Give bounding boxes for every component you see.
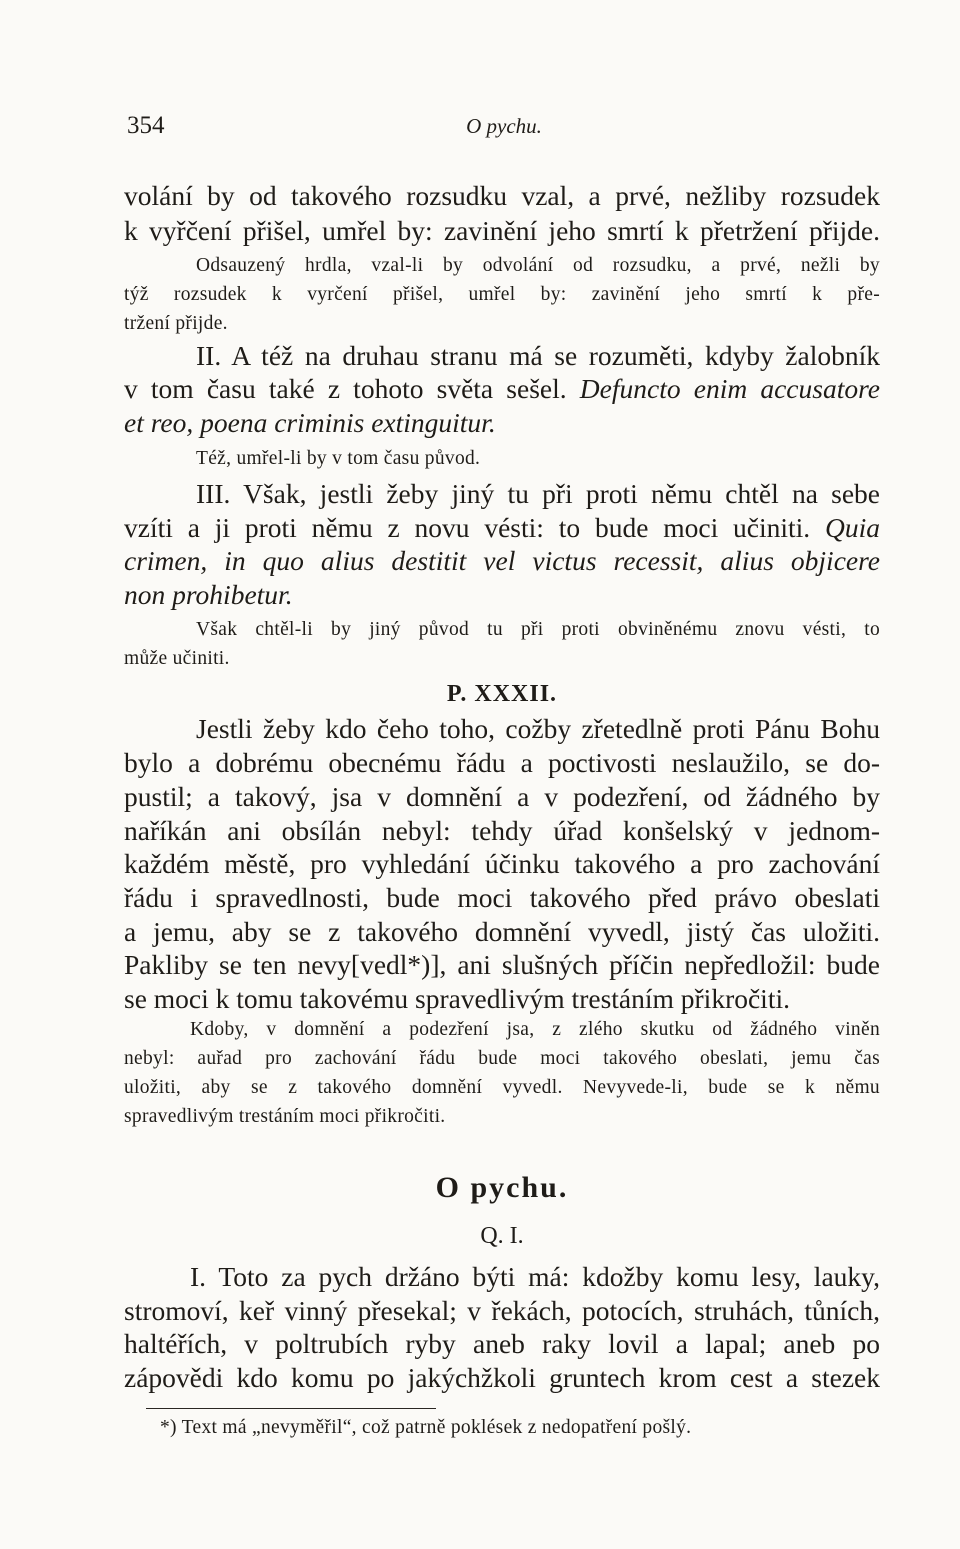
latin-text: Quia [825, 512, 880, 543]
body-line: volání by od takového rozsudku vzal, a prvé, nežliby rozsudek [124, 180, 880, 211]
chapter-heading: O pychu. [435, 1171, 569, 1204]
latin-line: crimen, in quo alius destitit vel victus recessit, alius objicere [124, 545, 880, 576]
body-line: řádu i spravedlnosti, bude moci takového před právo obeslati [124, 882, 880, 913]
body-line: III. Však, jestli žeby jiný tu při proti němu chtěl na sebe [196, 478, 880, 509]
body-line: naříkán ani obsílán nebyl: tehdy úřad konšelský v jednom- [124, 815, 880, 846]
gloss-line: uložiti, aby se z takového domnění vyvedl. Nevyvede-li, bude se k němu [124, 1077, 880, 1098]
footnote: *) Text má „nevyměřil“, což patrně poklések z nedopatření pošlý. [160, 1417, 692, 1438]
body-line: k vyřčení přišel, umřel by: zavinění jeho smrtí k přetržení přijde. [124, 215, 880, 246]
body-line [124, 512, 880, 544]
gloss-line: Odsauzený hrdla, vzal-li by odvolání od rozsudku, a prvé, nežli by [196, 255, 880, 276]
body-line [124, 373, 880, 405]
gloss-line: tržení přijde. [124, 313, 228, 334]
gloss-line: Kdoby, v domnění a podezření jsa, z zlého skutku od žádného viněn [190, 1019, 880, 1040]
body-line: Pakliby se ten nevy[vedl*)], ani slušných příčin nepředložil: bude [124, 949, 880, 980]
body-line: Jestli žeby kdo čeho toho, cožby zřetedlně proti Pánu Bohu [196, 713, 880, 744]
body-line: haltéřích, v poltrubích ryby aneb raky lovil a lapal; aneb po [124, 1328, 880, 1359]
gloss-line: nebyl: auřad pro zachování řádu bude moci takového obeslati, jemu čas [124, 1048, 880, 1069]
body-line: I. Toto za pych držáno býti má: kdožby komu lesy, lauky, [190, 1261, 880, 1292]
body-line: se moci k tomu takovému spravedlivým trestáním přikročiti. [124, 983, 790, 1014]
gloss-line: Však chtěl-li by jiný původ tu při proti obviněnému znovu vésti, to [196, 619, 880, 640]
page-header [124, 112, 884, 146]
question-mark-label: Q. I. [480, 1223, 524, 1249]
latin-line: et reo, poena criminis extinguitur. [124, 407, 496, 438]
footnote-rule [146, 1408, 436, 1409]
body-text: v tom času také z tohoto světa sešel. [124, 373, 567, 404]
gloss-line: Též, umřel-li by v tom času původ. [196, 448, 481, 469]
body-line: zápovědi kdo komu po jakýchžkoli gruntech krom cest a stezek [124, 1362, 880, 1393]
gloss-line: spravedlivým trestáním moci přikročiti. [124, 1106, 446, 1127]
body-line: každém městě, pro vyhledání účinku takového a pro zachování [124, 848, 880, 879]
page-number: 354 [127, 112, 165, 139]
body-line: a jemu, aby se z takového domnění vyvedl, jistý čas uložiti. [124, 916, 880, 947]
body-line: stromoví, keř vinný přesekal; v řekách, potocích, struhách, tůních, [124, 1295, 880, 1326]
body-text: vzíti a ji proti němu z novu vésti: to bude moci učiniti. [124, 512, 811, 543]
section-mark: P. XXXII. [446, 681, 558, 707]
body-line: II. A též na druhau stranu má se rozuměti, kdyby žalobník [196, 340, 880, 371]
latin-text: Defuncto enim accusatore [579, 373, 880, 404]
body-line: pustil; a takový, jsa v domnění a v podezření, od žádného by [124, 781, 880, 812]
running-title: O pychu. [466, 114, 542, 138]
gloss-line: může učiniti. [124, 648, 230, 669]
latin-line: non prohibetur. [124, 579, 293, 610]
gloss-line: týž rozsudek k vyrčení přišel, umřel by: zavinění jeho smrtí k pře- [124, 284, 880, 305]
body-line: bylo a dobrému obecnému řádu a poctivosti neslaužilo, se do- [124, 747, 880, 778]
